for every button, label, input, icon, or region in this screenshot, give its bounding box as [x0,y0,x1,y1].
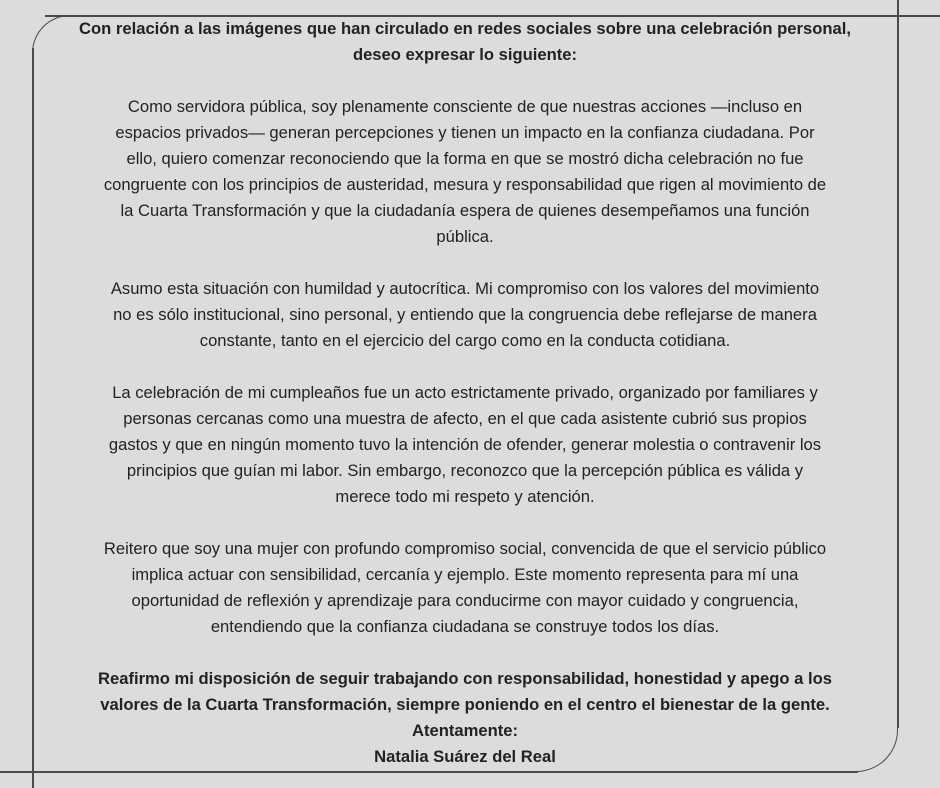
paragraph-line: oportunidad de reflexión y aprendizaje para conducirme con mayor cuidado y congruencia, [131,591,799,610]
spacer [33,640,897,666]
paragraph-line: ello, quiero comenzar reconociendo que la forma en que se mostró dicha celebración no fue [126,149,804,168]
spacer [33,510,897,536]
signature: Natalia Suárez del Real [374,747,556,766]
closing-statement [33,666,897,770]
paragraph-line: principios que guían mi labor. Sin embargo, reconozco que la percepción pública es válida y [126,461,804,480]
paragraph-line: merece todo mi respeto y atención. [335,487,595,506]
signoff: Atentamente: [411,721,519,740]
paragraph-line: constante, tanto en el ejercicio del cargo como en la conducta cotidiana. [199,331,731,350]
paragraph-line: no es sólo institucional, sino personal, y entiendo que la congruencia debe reflejarse de manera [113,305,817,324]
paragraph-line: Reitero que soy una mujer con profundo compromiso social, convencida de que el servicio público [103,539,827,558]
heading-line: Con relación a las imágenes que han circulado en redes sociales sobre una celebración personal, [79,19,851,38]
frame-right-line [897,0,899,728]
paragraph-line: La celebración de mi cumpleaños fue un acto estrictamente privado, organizado por familiares y [112,383,818,402]
paragraph-line: gastos y que en ningún momento tuvo la intención de ofender, generar molestia o contravenir los [108,435,822,454]
heading-line: deseo expresar lo siguiente: [352,45,578,64]
paragraph-line: congruente con los principios de austeridad, mesura y responsabilidad que rigen al movimiento de [103,175,827,194]
paragraph-line: personas cercanas como una muestra de afecto, en el que cada asistente cubrió sus propios [123,409,807,428]
paragraph-line: espacios privados— generan percepciones y tienen un impacto en la confianza ciudadana. Por [115,123,815,142]
spacer [33,354,897,380]
paragraph-line: Como servidora pública, soy plenamente consciente de que nuestras acciones —incluso en [127,97,803,116]
closing-line: Reafirmo mi disposición de seguir trabajando con responsabilidad, honestidad y apego a los [98,669,832,688]
statement-heading [33,16,897,68]
paragraph-line: entendiendo que la confianza ciudadana se construye todos los días. [210,617,720,636]
statement-document [33,16,897,770]
paragraph-3 [33,380,897,510]
paragraph-1 [33,94,897,250]
paragraph-4 [33,536,897,640]
frame-bottom-line [0,771,858,773]
paragraph-line: pública. [436,227,494,246]
closing-line: valores de la Cuarta Transformación, siempre poniendo en el centro el bienestar de la gente. [100,695,830,714]
paragraph-line: implica actuar con sensibilidad, cercanía y ejemplo. Este momento representa para mí una [131,565,799,584]
paragraph-line: Asumo esta situación con humildad y autocrítica. Mi compromiso con los valores del movimiento [110,279,820,298]
spacer [33,250,897,276]
paragraph-2 [33,276,897,354]
spacer [33,68,897,94]
paragraph-line: la Cuarta Transformación y que la ciudadanía espera de quienes desempeñamos una función [120,201,810,220]
